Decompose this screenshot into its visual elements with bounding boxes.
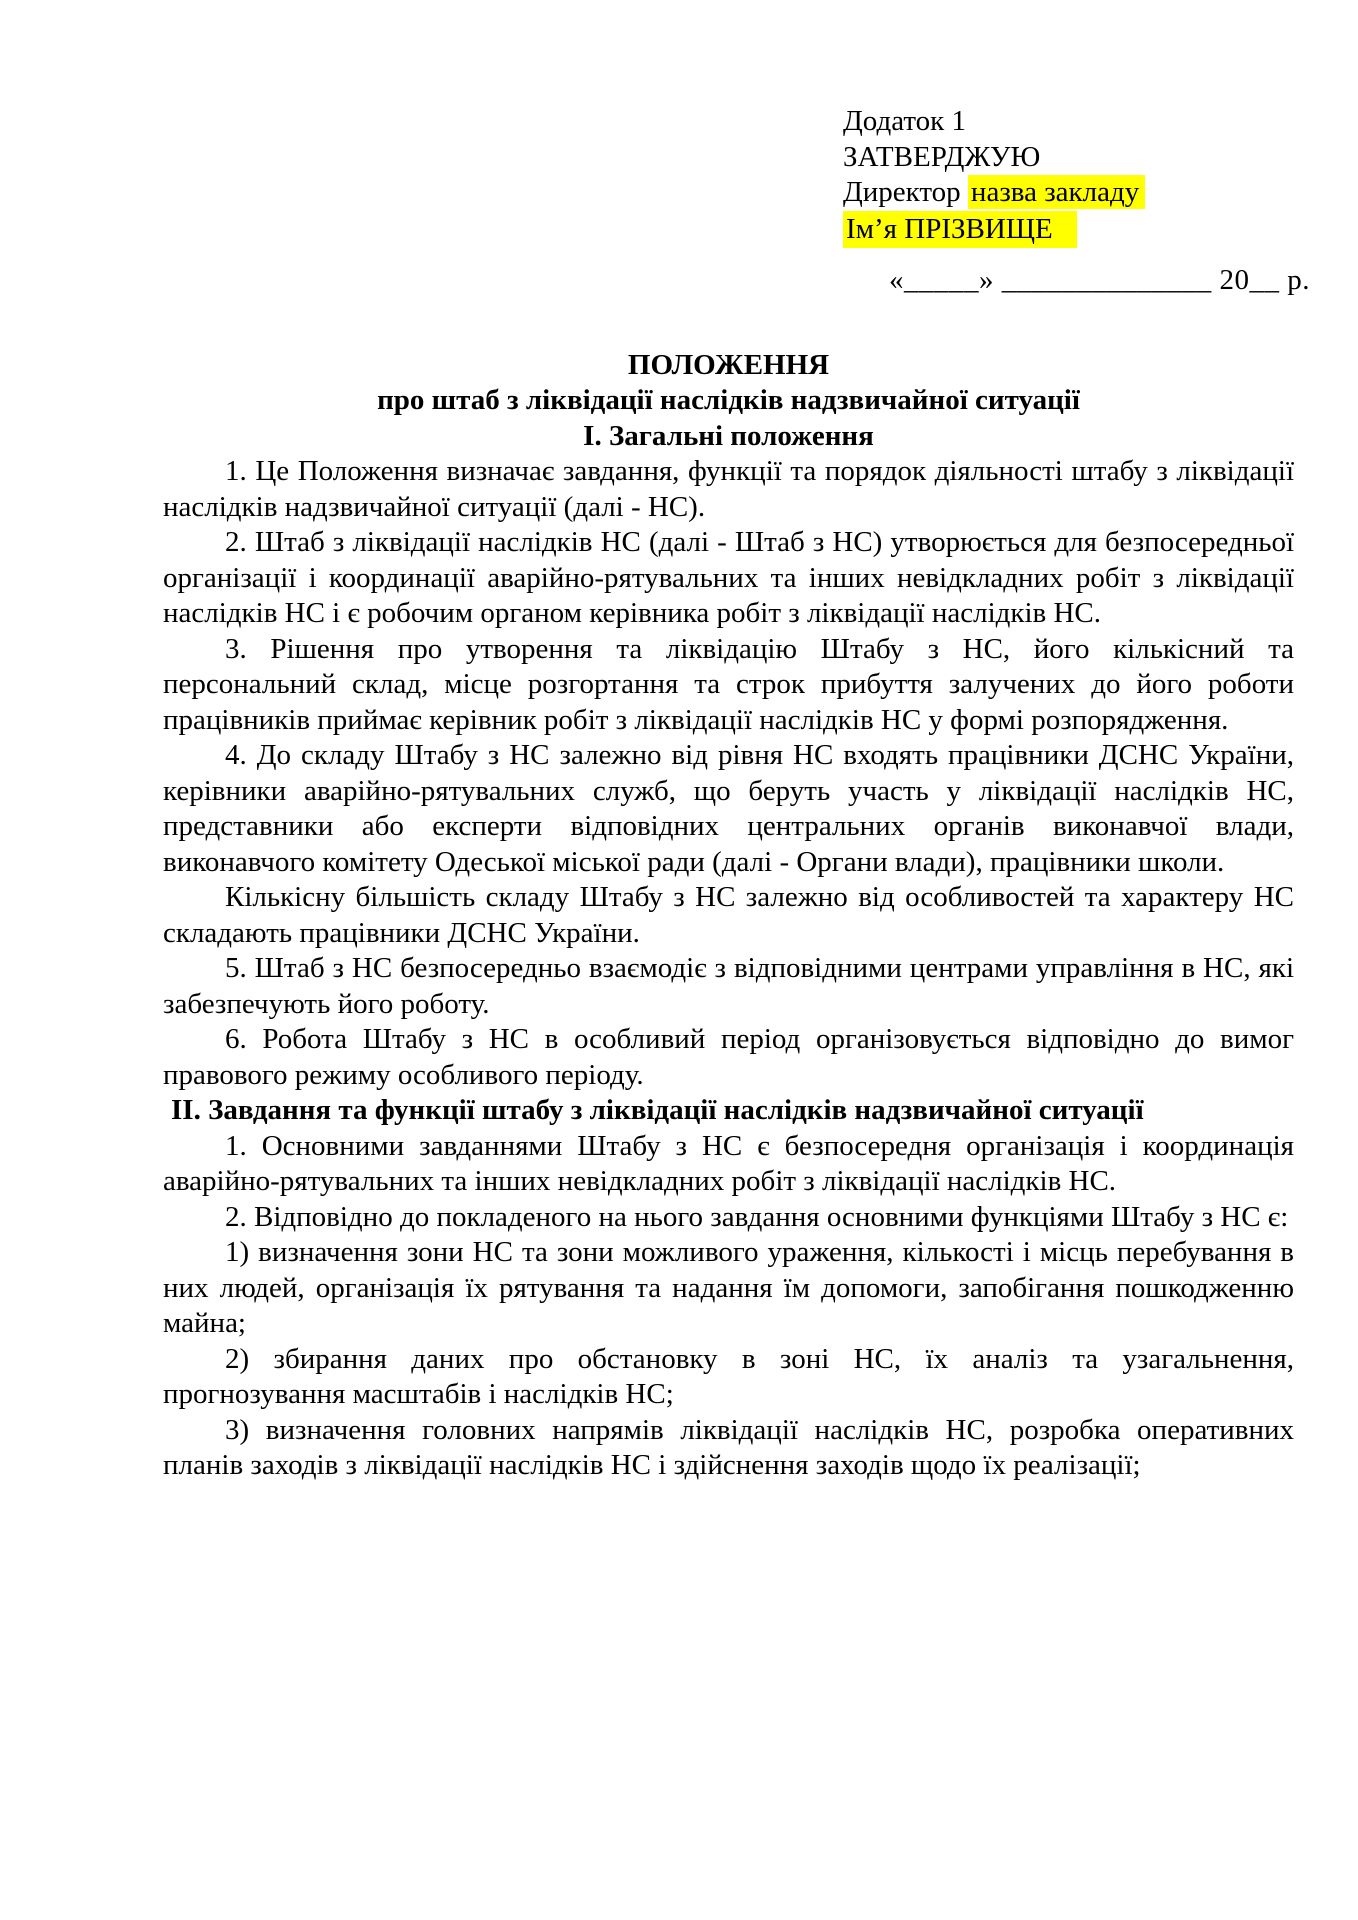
section-ii-paragraph-5: 3) визначення головних напрямів ліквідації наслідків НС, розробка оперативних планів заходів з ліквідації наслідків НС і здійснення заходів щодо їх реалізації; — [163, 1413, 1294, 1481]
title-block — [163, 348, 1294, 455]
director-name-highlight: Ім’я ПРІЗВИЩЕ — [843, 211, 1077, 249]
director-label: Директор — [843, 176, 961, 208]
section-i-paragraph-6: 5. Штаб з НС безпосередньо взаємодіє з відповідними центрами управління в НС, які забезпечують його роботу. — [163, 952, 1294, 1020]
approve-line: ЗАТВЕРДЖУЮ — [843, 140, 1041, 173]
director-line — [843, 175, 1294, 211]
section-i-paragraph-1: 1. Це Положення визначає завдання, функції та порядок діяльності штабу з ліквідації наслідків надзвичайної ситуації (далі - НС). — [163, 455, 1294, 523]
section-ii-paragraph-1: 1. Основними завданнями Штабу з НС є безпосередня організація і координація аварійно-рятувальних та інших невідкладних робіт з ліквідації наслідків НС. — [163, 1129, 1294, 1197]
section-i-paragraph-2: 2. Штаб з ліквідації наслідків НС (далі - Штаб з НС) утворюється для безпосередньої організації і координації аварійно-рятувальних та інших невідкладних робіт з ліквідації наслідків НС і є робочим органом керівника робіт з ліквідації наслідків НС. — [163, 526, 1294, 629]
institution-name-highlight: назва закладу — [968, 175, 1145, 209]
section-i-paragraph-4: 4. До складу Штабу з НС залежно від рівня НС входять працівники ДСНС України, керівники аварійно-рятувальних служб, що беруть участь у ліквідації наслідків НС, представники або експерти відповідних центральних органів виконавчої влади, виконавчого комітету Одеської міської ради (далі - Органи влади), працівники школи. — [163, 739, 1294, 878]
section-ii-paragraph-3: 1) визначення зони НС та зони можливого ураження, кількості і місць перебування в них людей, організація їх рятування та надання їм допомоги, запобігання пошкодженню майна; — [163, 1236, 1294, 1339]
section-i-paragraph-7: 6. Робота Штабу з НС в особливий період організовується відповідно до вимог правового режиму особливого періоду. — [163, 1023, 1294, 1091]
section-i-paragraph-5: Кількісну більшість складу Штабу з НС залежно від особливостей та характеру НС складають працівники ДСНС України. — [163, 881, 1294, 949]
section-i-heading: І. Загальні положення — [583, 419, 874, 452]
approval-block — [843, 104, 1310, 299]
section-i-paragraph-3: 3. Рішення про утворення та ліквідацію Штабу з НС, його кількісний та персональний склад, місце розгортання та строк прибуття залучених до його роботи працівників приймає керівник робіт з ліквідації наслідків НС у формі розпорядження. — [163, 632, 1294, 736]
section-ii-heading: ІІ. Завдання та функції штабу з ліквідації наслідків надзвичайної ситуації — [171, 1094, 1144, 1126]
date-line: «_____» ______________ 20__ р. — [889, 264, 1310, 296]
document-subtitle: про штаб з ліквідації наслідків надзвичайної ситуації — [377, 384, 1080, 416]
section-ii-paragraph-4: 2) збирання даних про обстановку в зоні НС, їх аналіз та узагальнення, прогнозування масштабів і наслідків НС; — [163, 1342, 1294, 1410]
annex-line: Додаток 1 — [843, 105, 966, 137]
section-ii-paragraph-2: 2. Відповідно до покладеного на нього завдання основними функціями Штабу з НС є: — [225, 1200, 1289, 1233]
name-line — [843, 211, 1294, 249]
document-title: ПОЛОЖЕННЯ — [627, 348, 830, 381]
